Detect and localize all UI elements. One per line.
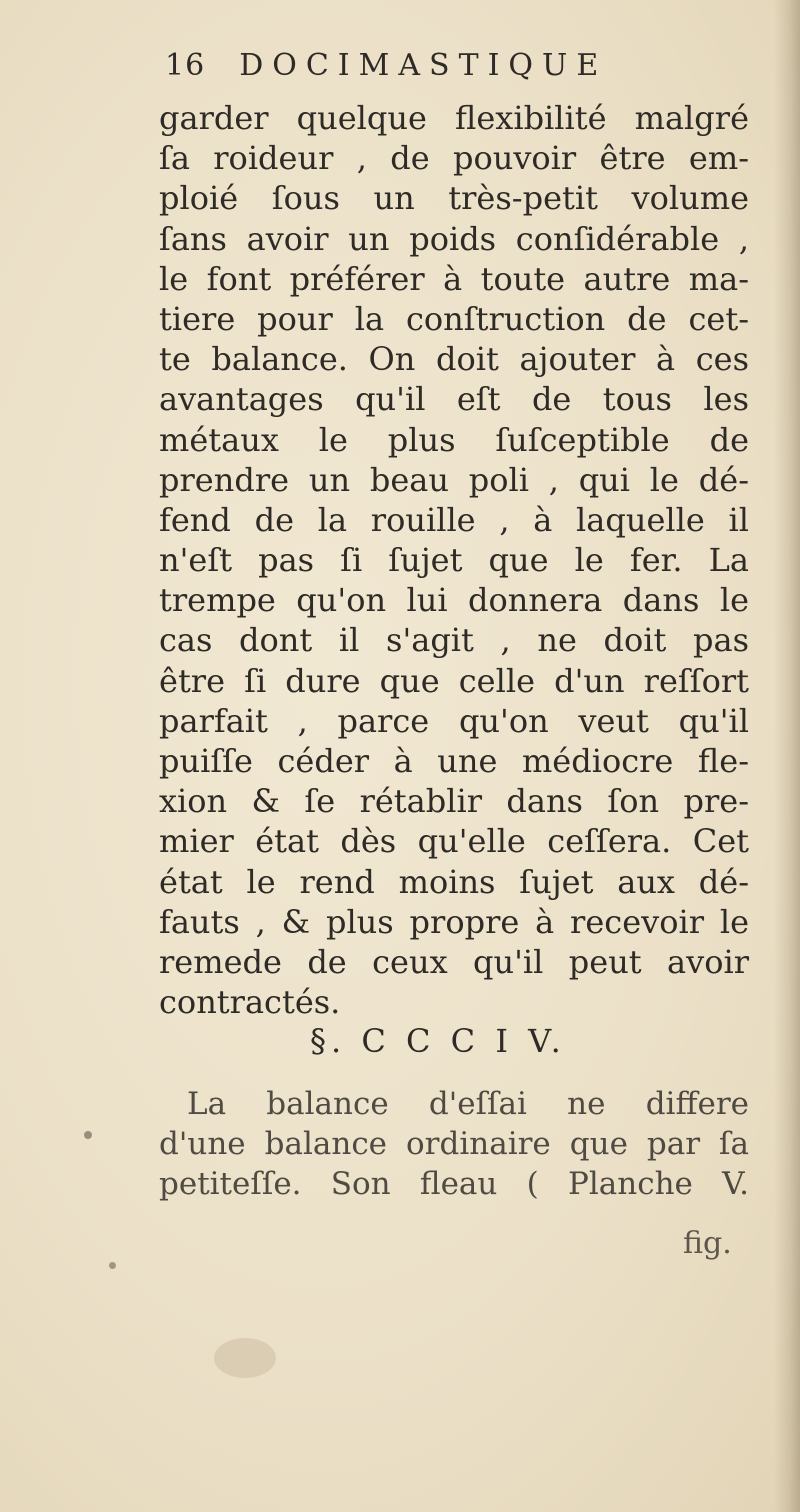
text-line: cas dont il s'agit , ne doit pas <box>159 621 749 660</box>
gutter-shadow <box>774 0 800 1512</box>
main-text-block <box>159 98 749 1022</box>
text-line: xion & ſe rétablir dans ſon pre- <box>159 782 749 821</box>
text-line: prendre un beau poli , qui le dé- <box>159 460 749 499</box>
text-line: état le rend moins ſujet aux dé- <box>159 862 749 901</box>
section-text-block <box>159 1084 749 1205</box>
text-line: La balance d'eſſai ne differe <box>187 1086 749 1122</box>
text-line: fauts , & plus propre à recevoir le <box>159 902 749 941</box>
running-header <box>165 48 607 88</box>
ink-stain <box>84 1131 92 1139</box>
text-line: remede de ceux qu'il peut avoir <box>159 942 749 981</box>
text-line: trempe qu'on lui donnera dans le <box>159 581 749 620</box>
text-line: mier état dès qu'elle ceſſera. Cet <box>159 822 749 861</box>
page-number: 16 <box>165 48 206 83</box>
text-line: ſans avoir un poids conſidérable , <box>159 219 749 258</box>
text-line: n'eſt pas ſi ſujet que le fer. La <box>159 541 749 580</box>
text-line: avantages qu'il eſt de tous les <box>159 380 749 419</box>
text-line: tiere pour la conſtruction de cet- <box>159 299 749 338</box>
text-line: te balance. On doit ajouter à ces <box>159 340 749 379</box>
text-line: parfait , parce qu'on veut qu'il <box>159 701 749 740</box>
text-line: être ſi dure que celle d'un reſſort <box>159 661 749 700</box>
section-heading: §. C C C I V. <box>310 1022 566 1060</box>
text-line: petiteſſe. Son fleau ( Planche V. <box>159 1166 749 1203</box>
text-line: contractés. <box>159 983 341 1022</box>
text-line: le font préférer à toute autre ma- <box>159 259 749 298</box>
text-line: puiſſe céder à une médiocre fle- <box>159 742 749 780</box>
text-line: d'une balance ordinaire que par ſa <box>159 1126 749 1163</box>
running-title: DOCIMASTIQUE <box>239 48 608 83</box>
text-line: ſa roideur , de pouvoir être em- <box>159 139 749 178</box>
text-line: fend de la rouille , à laquelle il <box>159 500 749 539</box>
ink-stain <box>214 1338 276 1378</box>
catchword: fig. <box>683 1226 732 1261</box>
ink-stain <box>109 1262 116 1269</box>
text-line: ploié ſous un très-petit volume <box>159 179 749 218</box>
text-line: métaux le plus ſuſceptible de <box>159 420 749 459</box>
text-line: garder quelque flexibilité malgré <box>159 99 749 137</box>
